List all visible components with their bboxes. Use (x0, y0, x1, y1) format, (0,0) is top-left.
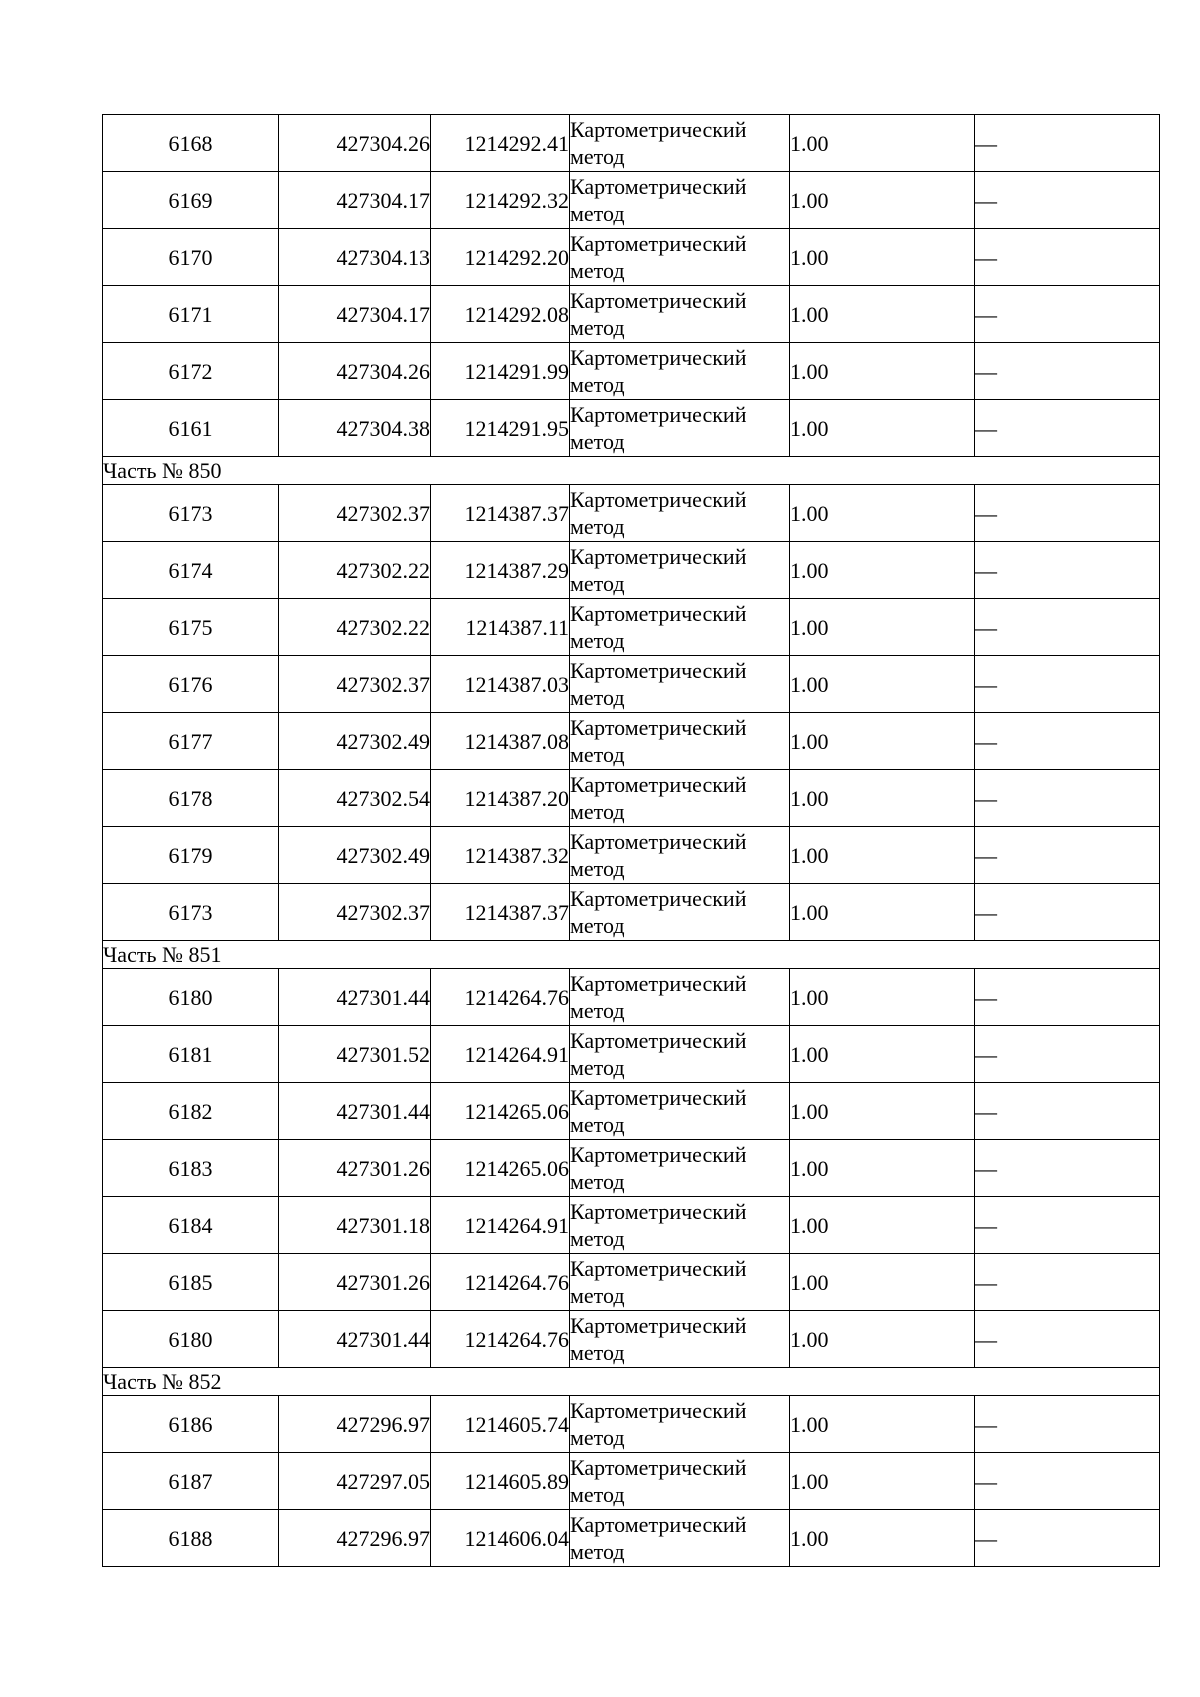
point-number-cell: 6187 (103, 1453, 279, 1510)
x-coordinate-cell: 427302.37 (279, 485, 431, 542)
method-cell (570, 1026, 790, 1083)
accuracy-cell: 1.00 (790, 884, 975, 941)
method-cell (570, 343, 790, 400)
point-number-cell: 6186 (103, 1396, 279, 1453)
table-row (103, 827, 1160, 884)
point-number-cell: 6172 (103, 343, 279, 400)
table-row (103, 969, 1160, 1026)
method-cell (570, 1311, 790, 1368)
table-row (103, 343, 1160, 400)
method-cell (570, 115, 790, 172)
point-number-cell: 6180 (103, 1311, 279, 1368)
method-cell (570, 713, 790, 770)
table-row (103, 1083, 1160, 1140)
point-number-cell: 6175 (103, 599, 279, 656)
description-cell: — (975, 1453, 1160, 1510)
table-row (103, 713, 1160, 770)
point-number-cell: 6182 (103, 1083, 279, 1140)
method-line-2: метод (570, 315, 625, 340)
description-cell: — (975, 1311, 1160, 1368)
description-cell: — (975, 542, 1160, 599)
method-line-1: Картометрический (570, 544, 747, 569)
description-cell: — (975, 229, 1160, 286)
method-line-2: метод (570, 201, 625, 226)
point-number-cell: 6161 (103, 400, 279, 457)
y-coordinate-cell: 1214387.20 (431, 770, 570, 827)
method-cell (570, 542, 790, 599)
point-number-cell: 6181 (103, 1026, 279, 1083)
method-line-2: метод (570, 1425, 625, 1450)
table-row (103, 229, 1160, 286)
x-coordinate-cell: 427304.17 (279, 286, 431, 343)
y-coordinate-cell: 1214291.99 (431, 343, 570, 400)
table-row (103, 1311, 1160, 1368)
section-header-row (103, 457, 1160, 485)
method-cell (570, 286, 790, 343)
y-coordinate-cell: 1214292.41 (431, 115, 570, 172)
method-line-2: метод (570, 514, 625, 539)
point-number-cell: 6173 (103, 884, 279, 941)
accuracy-cell: 1.00 (790, 400, 975, 457)
table-row (103, 286, 1160, 343)
accuracy-cell: 1.00 (790, 827, 975, 884)
x-coordinate-cell: 427302.49 (279, 713, 431, 770)
table-row (103, 656, 1160, 713)
point-number-cell: 6168 (103, 115, 279, 172)
table-row (103, 1396, 1160, 1453)
method-line-1: Картометрический (570, 772, 747, 797)
accuracy-cell: 1.00 (790, 656, 975, 713)
accuracy-cell: 1.00 (790, 1510, 975, 1567)
method-cell (570, 172, 790, 229)
x-coordinate-cell: 427301.52 (279, 1026, 431, 1083)
table-row (103, 884, 1160, 941)
y-coordinate-cell: 1214264.76 (431, 1254, 570, 1311)
x-coordinate-cell: 427296.97 (279, 1396, 431, 1453)
method-line-2: метод (570, 144, 625, 169)
method-line-1: Картометрический (570, 487, 747, 512)
method-line-1: Картометрический (570, 1142, 747, 1167)
x-coordinate-cell: 427304.17 (279, 172, 431, 229)
method-line-1: Картометрический (570, 1455, 747, 1480)
method-cell (570, 400, 790, 457)
method-line-1: Картометрический (570, 886, 747, 911)
y-coordinate-cell: 1214606.04 (431, 1510, 570, 1567)
description-cell: — (975, 1026, 1160, 1083)
method-cell (570, 884, 790, 941)
section-header-row (103, 941, 1160, 969)
point-number-cell: 6178 (103, 770, 279, 827)
accuracy-cell: 1.00 (790, 1311, 975, 1368)
coordinates-table (102, 114, 1160, 1567)
point-number-cell: 6188 (103, 1510, 279, 1567)
point-number-cell: 6169 (103, 172, 279, 229)
description-cell: — (975, 1140, 1160, 1197)
description-cell: — (975, 1197, 1160, 1254)
method-line-1: Картометрический (570, 402, 747, 427)
method-line-1: Картометрический (570, 829, 747, 854)
method-line-1: Картометрический (570, 1028, 747, 1053)
table-body (103, 115, 1160, 1567)
method-line-2: метод (570, 1539, 625, 1564)
point-number-cell: 6180 (103, 969, 279, 1026)
section-label: Часть № 852 (103, 1368, 1160, 1396)
method-cell (570, 1140, 790, 1197)
method-line-2: метод (570, 1112, 625, 1137)
point-number-cell: 6184 (103, 1197, 279, 1254)
x-coordinate-cell: 427302.22 (279, 599, 431, 656)
table-row (103, 172, 1160, 229)
description-cell: — (975, 969, 1160, 1026)
accuracy-cell: 1.00 (790, 969, 975, 1026)
description-cell: — (975, 884, 1160, 941)
method-line-2: метод (570, 685, 625, 710)
y-coordinate-cell: 1214605.89 (431, 1453, 570, 1510)
method-line-2: метод (570, 998, 625, 1023)
method-line-2: метод (570, 1226, 625, 1251)
point-number-cell: 6170 (103, 229, 279, 286)
method-line-1: Картометрический (570, 1313, 747, 1338)
x-coordinate-cell: 427301.26 (279, 1140, 431, 1197)
y-coordinate-cell: 1214292.32 (431, 172, 570, 229)
method-line-2: метод (570, 1169, 625, 1194)
description-cell: — (975, 1396, 1160, 1453)
y-coordinate-cell: 1214264.76 (431, 969, 570, 1026)
method-cell (570, 599, 790, 656)
y-coordinate-cell: 1214264.76 (431, 1311, 570, 1368)
description-cell: — (975, 1083, 1160, 1140)
point-number-cell: 6173 (103, 485, 279, 542)
method-line-1: Картометрический (570, 345, 747, 370)
method-line-2: метод (570, 372, 625, 397)
method-line-1: Картометрический (570, 288, 747, 313)
method-line-1: Картометрический (570, 715, 747, 740)
accuracy-cell: 1.00 (790, 115, 975, 172)
accuracy-cell: 1.00 (790, 1026, 975, 1083)
description-cell: — (975, 115, 1160, 172)
y-coordinate-cell: 1214292.20 (431, 229, 570, 286)
point-number-cell: 6174 (103, 542, 279, 599)
method-cell (570, 1396, 790, 1453)
y-coordinate-cell: 1214292.08 (431, 286, 570, 343)
description-cell: — (975, 656, 1160, 713)
table-row (103, 1140, 1160, 1197)
method-cell (570, 1254, 790, 1311)
method-cell (570, 1510, 790, 1567)
y-coordinate-cell: 1214265.06 (431, 1083, 570, 1140)
method-line-2: метод (570, 856, 625, 881)
point-number-cell: 6183 (103, 1140, 279, 1197)
description-cell: — (975, 485, 1160, 542)
x-coordinate-cell: 427304.13 (279, 229, 431, 286)
method-line-1: Картометрический (570, 658, 747, 683)
y-coordinate-cell: 1214264.91 (431, 1197, 570, 1254)
x-coordinate-cell: 427302.37 (279, 656, 431, 713)
accuracy-cell: 1.00 (790, 1140, 975, 1197)
accuracy-cell: 1.00 (790, 1083, 975, 1140)
accuracy-cell: 1.00 (790, 343, 975, 400)
accuracy-cell: 1.00 (790, 1453, 975, 1510)
method-line-2: метод (570, 1283, 625, 1308)
accuracy-cell: 1.00 (790, 286, 975, 343)
accuracy-cell: 1.00 (790, 172, 975, 229)
method-line-2: метод (570, 913, 625, 938)
method-line-1: Картометрический (570, 1398, 747, 1423)
method-cell (570, 229, 790, 286)
method-line-2: метод (570, 1340, 625, 1365)
method-line-1: Картометрический (570, 971, 747, 996)
method-line-2: метод (570, 628, 625, 653)
method-line-2: метод (570, 258, 625, 283)
x-coordinate-cell: 427301.44 (279, 1083, 431, 1140)
section-label: Часть № 850 (103, 457, 1160, 485)
description-cell: — (975, 286, 1160, 343)
table-row (103, 770, 1160, 827)
y-coordinate-cell: 1214605.74 (431, 1396, 570, 1453)
table-row (103, 1510, 1160, 1567)
accuracy-cell: 1.00 (790, 542, 975, 599)
x-coordinate-cell: 427296.97 (279, 1510, 431, 1567)
x-coordinate-cell: 427301.18 (279, 1197, 431, 1254)
table-row (103, 115, 1160, 172)
table-row (103, 542, 1160, 599)
description-cell: — (975, 713, 1160, 770)
method-cell (570, 656, 790, 713)
y-coordinate-cell: 1214291.95 (431, 400, 570, 457)
accuracy-cell: 1.00 (790, 713, 975, 770)
x-coordinate-cell: 427301.44 (279, 1311, 431, 1368)
method-cell (570, 485, 790, 542)
accuracy-cell: 1.00 (790, 770, 975, 827)
table-row (103, 1453, 1160, 1510)
method-cell (570, 1083, 790, 1140)
y-coordinate-cell: 1214387.37 (431, 485, 570, 542)
method-cell (570, 770, 790, 827)
description-cell: — (975, 172, 1160, 229)
x-coordinate-cell: 427302.49 (279, 827, 431, 884)
description-cell: — (975, 400, 1160, 457)
section-label: Часть № 851 (103, 941, 1160, 969)
method-cell (570, 1197, 790, 1254)
y-coordinate-cell: 1214265.06 (431, 1140, 570, 1197)
method-line-1: Картометрический (570, 1199, 747, 1224)
accuracy-cell: 1.00 (790, 485, 975, 542)
method-line-1: Картометрический (570, 174, 747, 199)
method-line-1: Картометрический (570, 117, 747, 142)
table-row (103, 485, 1160, 542)
point-number-cell: 6176 (103, 656, 279, 713)
y-coordinate-cell: 1214387.29 (431, 542, 570, 599)
description-cell: — (975, 1510, 1160, 1567)
accuracy-cell: 1.00 (790, 1254, 975, 1311)
table-row (103, 1254, 1160, 1311)
y-coordinate-cell: 1214387.11 (431, 599, 570, 656)
method-cell (570, 1453, 790, 1510)
y-coordinate-cell: 1214387.08 (431, 713, 570, 770)
x-coordinate-cell: 427302.37 (279, 884, 431, 941)
point-number-cell: 6171 (103, 286, 279, 343)
x-coordinate-cell: 427301.26 (279, 1254, 431, 1311)
point-number-cell: 6177 (103, 713, 279, 770)
accuracy-cell: 1.00 (790, 1197, 975, 1254)
accuracy-cell: 1.00 (790, 229, 975, 286)
x-coordinate-cell: 427302.22 (279, 542, 431, 599)
description-cell: — (975, 770, 1160, 827)
method-line-1: Картометрический (570, 1085, 747, 1110)
method-line-2: метод (570, 742, 625, 767)
method-line-2: метод (570, 1055, 625, 1080)
method-line-2: метод (570, 429, 625, 454)
method-line-2: метод (570, 571, 625, 596)
method-line-1: Картометрический (570, 231, 747, 256)
table-row (103, 1026, 1160, 1083)
method-cell (570, 827, 790, 884)
table-row (103, 400, 1160, 457)
point-number-cell: 6185 (103, 1254, 279, 1311)
accuracy-cell: 1.00 (790, 1396, 975, 1453)
description-cell: — (975, 1254, 1160, 1311)
y-coordinate-cell: 1214387.03 (431, 656, 570, 713)
table-row (103, 599, 1160, 656)
description-cell: — (975, 599, 1160, 656)
x-coordinate-cell: 427304.26 (279, 115, 431, 172)
point-number-cell: 6179 (103, 827, 279, 884)
y-coordinate-cell: 1214387.37 (431, 884, 570, 941)
description-cell: — (975, 827, 1160, 884)
accuracy-cell: 1.00 (790, 599, 975, 656)
method-line-1: Картометрический (570, 1256, 747, 1281)
description-cell: — (975, 343, 1160, 400)
section-header-row (103, 1368, 1160, 1396)
y-coordinate-cell: 1214264.91 (431, 1026, 570, 1083)
method-line-1: Картометрический (570, 601, 747, 626)
x-coordinate-cell: 427304.38 (279, 400, 431, 457)
method-line-2: метод (570, 799, 625, 824)
method-line-1: Картометрический (570, 1512, 747, 1537)
method-line-2: метод (570, 1482, 625, 1507)
table-row (103, 1197, 1160, 1254)
y-coordinate-cell: 1214387.32 (431, 827, 570, 884)
method-cell (570, 969, 790, 1026)
x-coordinate-cell: 427301.44 (279, 969, 431, 1026)
x-coordinate-cell: 427304.26 (279, 343, 431, 400)
x-coordinate-cell: 427297.05 (279, 1453, 431, 1510)
x-coordinate-cell: 427302.54 (279, 770, 431, 827)
